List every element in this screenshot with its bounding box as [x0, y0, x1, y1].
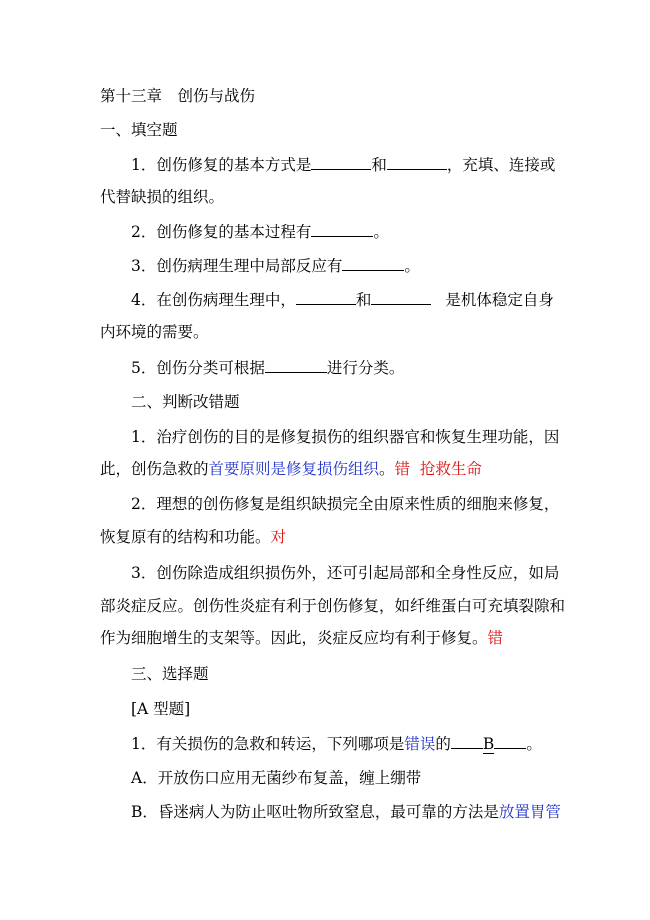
answer-blank [296, 290, 356, 305]
choice-option-b: B．昏迷病人为防止呕吐物所致窒息，最可靠的方法是放置胃管 [131, 803, 561, 821]
highlighted-text: 错误 [404, 735, 436, 753]
fill-question-4-cont: 内环境的需要。 [100, 323, 209, 341]
judge-question-1-cont: 此，创伤急救的首要原则是修复损伤组织。错 抢救生命 [100, 460, 482, 478]
answer-blank [311, 155, 371, 170]
answer-blank [265, 358, 327, 373]
judge-question-3-cont: 部炎症反应。创伤性炎症有利于创伤修复，如纤维蛋白可充填裂隙和 [100, 597, 566, 615]
choice-option-a: A．开放伤口应用无菌纱布复盖，缠上绷带 [131, 769, 422, 787]
answer-text: 对 [270, 528, 287, 546]
answer-blank [342, 256, 404, 271]
judge-question-2: 2．理想的创伤修复是组织缺损完全由原来性质的细胞来修复， [131, 495, 560, 513]
answer-text: 错 抢救生命 [394, 460, 482, 478]
judge-question-1: 1．治疗创伤的目的是修复损伤的组织器官和恢复生理功能，因 [131, 428, 560, 446]
fill-question-2: 2．创伤修复的基本过程有 。 [131, 223, 389, 241]
highlighted-text: 首要原则是修复损伤组织 [208, 460, 380, 478]
question-type-label: [A 型题] [131, 700, 191, 718]
fill-question-1-cont: 代替缺损的组织。 [100, 188, 225, 206]
judge-question-3-cont2: 作为细胞增生的支架等。因此，炎症反应均有利于修复。错 [100, 629, 504, 647]
fill-question-4: 4．在创伤病理生理中， 和 是机体稳定自身 [131, 291, 554, 309]
answer-blank [451, 734, 483, 749]
answer-text: 错 [487, 629, 504, 647]
choice-question-1: 1．有关损伤的急救和转运，下列哪项是错误的 B 。 [131, 735, 542, 753]
chapter-title: 第十三章 创伤与战伤 [100, 87, 256, 105]
section-heading-fill: 一、填空题 [100, 121, 178, 139]
section-heading-judge: 二、判断改错题 [131, 393, 240, 411]
answer-blank [387, 155, 447, 170]
highlighted-text: 放置胃管 [498, 803, 561, 821]
fill-question-5: 5．创伤分类可根据 进行分类。 [131, 359, 405, 377]
answer-blank [494, 734, 526, 749]
answer-blank [311, 222, 373, 237]
section-heading-choice: 三、选择题 [131, 665, 209, 683]
judge-question-3: 3．创伤除造成组织损伤外，还可引起局部和全身性反应，如局 [131, 564, 560, 582]
answer-text: B [482, 735, 495, 753]
answer-blank [371, 290, 431, 305]
fill-question-1: 1．创伤修复的基本方式是 和 ，充填、连接或 [131, 156, 556, 174]
fill-question-3: 3．创伤病理生理中局部反应有 。 [131, 257, 420, 275]
judge-question-2-cont: 恢复原有的结构和功能。对 [100, 528, 287, 546]
